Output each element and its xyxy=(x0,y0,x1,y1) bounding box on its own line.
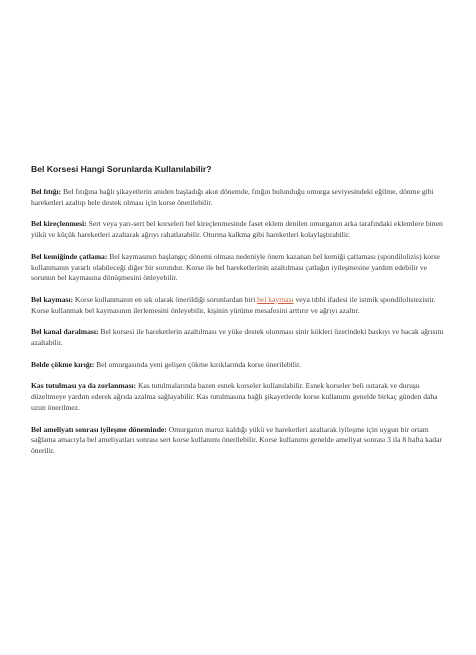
paragraph-kas-tutulmasi xyxy=(31,381,451,413)
paragraph-text: Bel omurgasında yeni gelişen çökme kırıklarında korse önerilebilir. xyxy=(94,359,302,369)
paragraph-bel-kireclenmesi xyxy=(31,219,451,240)
paragraph-text: Bel kaymasının başlangıç dönemi olması nedeniyle önem kazanan bel kemiği çatlaması (spondilolizis) korse kullanmanın yararlı olabileceği diğer bir sorundur. Korse ile bel hareketlerinin azaltılması çatlağın iyileşmesine yardım edebilir ve sorunun bel kaymasına dönüşmesini önleyebilir. xyxy=(31,251,440,283)
paragraph-bel-fitigi xyxy=(31,187,451,208)
term-label: Belde çökme kırığı: xyxy=(31,359,95,369)
article-content xyxy=(31,164,451,468)
paragraph-belde-cokme-kirigi xyxy=(31,360,451,371)
paragraph-bel-kanal-daralmasi xyxy=(31,327,451,348)
term-label: Bel kireçlenmesi: xyxy=(31,219,87,229)
term-label: Bel kanal daralması: xyxy=(31,327,99,337)
paragraph-text: Bel korsesi ile hareketlerin azaltılması ve yüke destek olunması sinir kökleri üzerindeki baskıyı ve bacak ağrısını azaltabilir. xyxy=(31,327,444,348)
term-label: Kas tutulması ya da zorlanması: xyxy=(31,381,137,391)
section-heading: Bel Korsesi Hangi Sorunlarda Kullanılabilir? xyxy=(31,164,212,174)
paragraph-bel-ameliyati-sonrasi xyxy=(31,425,451,457)
term-label: Bel kayması: xyxy=(31,294,73,304)
paragraph-bel-kemiginde-catlama xyxy=(31,252,451,284)
term-label: Bel ameliyatı sonrası iyileşme döneminde: xyxy=(31,424,167,434)
paragraph-text: Kas tutulmalarında bazen esnek korseler kullanılabilir. Esnek korseler beli ısıtarak ve duruşu düzeltmeye yardım ederek ağrıda azalma sağlayabilir. Kas tutulmasına bağlı şikayetlerde korse kullanımı genelde birkaç günden daha uzun önerilmez. xyxy=(31,381,438,412)
term-label: Bel fıtığı: xyxy=(31,187,62,196)
term-label: Bel kemiğinde çatlama: xyxy=(31,251,108,261)
paragraph-text: Korse kullanmanın en sık olarak önerildiği sorunlardan biri xyxy=(72,294,258,304)
paragraph-bel-kaymasi xyxy=(31,295,451,316)
paragraph-text: veya tıbbi ifadesi ile istmik spondilolistezistir. Korse kullanmak bel kaymasının ilerlemesini önleyebilir, kişinin yürüme mesafesini arttırır ve ağrıyı azaltır. xyxy=(31,294,436,315)
paragraph-text: Omurganın maruz kaldığı yükü ve hareketleri azaltarak iyileşme için uygun bir ortam sağlama amacıyla bel ameliyatları sonrası sert korse kullanımı önerilebilir. Korse kullanımı genelde ameliyat sonrası 3 ila 8 hafta kadar önerilir. xyxy=(31,424,442,455)
paragraph-text: Bel fıtığına bağlı şikayetlerin aniden başladığı akut dönemde, fıtığın bulunduğu omurga seviyesindeki eğilme, dönme gibi hareketleri azaltıp bele destek olması için korse önerilebilir. xyxy=(31,187,434,207)
bel-kaymasi-link[interactable]: bel kayması xyxy=(257,294,294,304)
paragraph-text: Sert veya yarı-sert bel korseleri bel kireçlenmesinde faset eklem denilen omurganın arka tarafındaki eklemlere binen yükü ve küçük hareketleri azaltarak ağrıyı rahatlatabilir. Oturma kalkma gibi hareketleri kolaylaştırabilir. xyxy=(31,219,443,240)
